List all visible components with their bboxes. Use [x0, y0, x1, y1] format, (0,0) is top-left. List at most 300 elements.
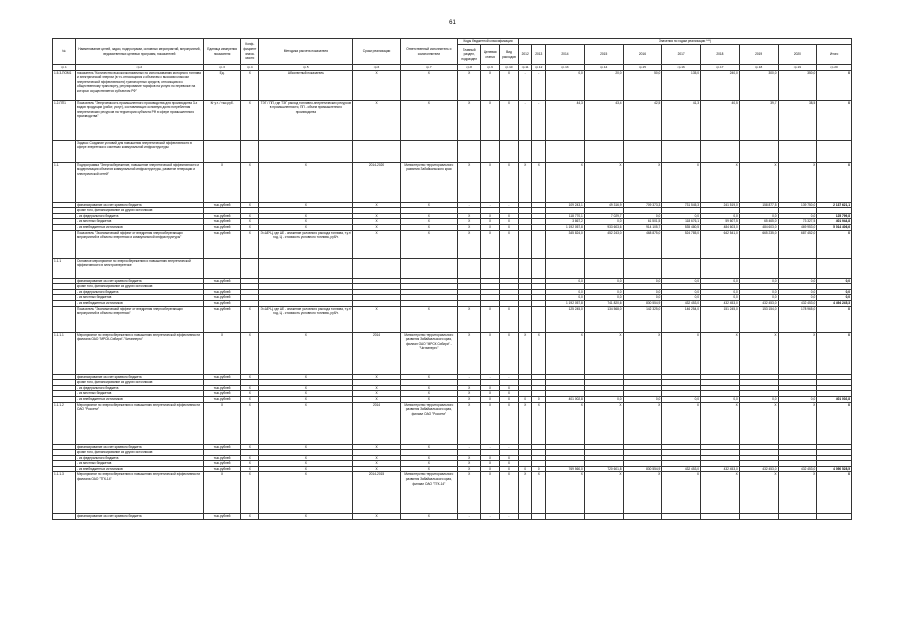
- table-cell: Х: [817, 100, 852, 140]
- table-cell: [518, 258, 532, 278]
- table-cell: 0,0: [817, 295, 852, 301]
- table-cell: 0,0: [701, 396, 740, 402]
- table-cell: тыс.рублей: [203, 391, 241, 397]
- table-cell: Х: [241, 202, 259, 208]
- table-cell: 142 325,0: [623, 306, 662, 332]
- table-cell: 0,0: [662, 289, 701, 295]
- row-number-cell: 1.1.1: [53, 258, 76, 278]
- table-cell: [546, 140, 585, 162]
- table-cell: 40,5: [701, 100, 740, 140]
- table-row: [53, 230, 852, 258]
- table-cell: Х: [481, 332, 500, 374]
- table-cell: 0,0: [662, 295, 701, 301]
- row-name-cell: - из местных бюджетов: [76, 295, 204, 301]
- table-cell: Х: [241, 402, 259, 444]
- table-cell: -: [532, 100, 546, 140]
- table-cell: [203, 258, 241, 278]
- header-expense-type: Вид расходов: [500, 45, 519, 65]
- table-cell: Х: [353, 466, 400, 472]
- table-cell: 0,0: [584, 219, 623, 225]
- column-number: гр.10: [500, 65, 519, 71]
- table-cell: Х: [400, 396, 458, 402]
- table-cell: Х: [817, 230, 852, 258]
- table-cell: Х: [500, 70, 519, 100]
- table-cell: Х: [817, 472, 852, 514]
- table-cell: 720 601,8: [584, 466, 623, 472]
- table-cell: [584, 140, 623, 162]
- table-cell: [701, 258, 740, 278]
- table-cell: -: [458, 202, 481, 208]
- table-cell: [817, 140, 852, 162]
- table-cell: Х: [778, 162, 817, 202]
- table-cell: тыс.рублей: [203, 306, 241, 332]
- table-cell: 0,0: [778, 396, 817, 402]
- table-cell: -: [532, 70, 546, 100]
- table-cell: 125 799,8: [817, 213, 852, 219]
- table-cell: 731 545,3: [662, 202, 701, 208]
- table-cell: [500, 258, 519, 278]
- table-cell: Х: [458, 70, 481, 100]
- table-cell: 469 953,0: [778, 224, 817, 230]
- table-cell: 524 785,0: [662, 230, 701, 258]
- header-method: Методика расчета показателя: [259, 39, 353, 65]
- header-name: Наименование целей, задач, подпрограмм, основных мероприятий, мероприятий, ведомственных целевых программ, показателей: [76, 39, 204, 65]
- table-cell: Х: [778, 332, 817, 374]
- table-cell: 432 453,0: [701, 466, 740, 472]
- table-cell: Х: [259, 162, 353, 202]
- table-cell: Х: [259, 391, 353, 397]
- column-number: гр.20: [817, 65, 852, 71]
- table-row: [53, 402, 852, 444]
- table-cell: Х: [353, 100, 400, 140]
- table-cell: Х: [778, 472, 817, 514]
- row-name-cell: Мероприятие по энергосбережению и повышению энергетической эффективности филиала ОАО "МРСК-Сибири"-"Читаэнерго": [76, 332, 204, 374]
- table-cell: 1 192 057,8: [546, 224, 585, 230]
- table-cell: Х: [817, 402, 852, 444]
- table-cell: Х: [623, 402, 662, 444]
- table-cell: 933 603,6: [584, 224, 623, 230]
- column-number: гр.1: [53, 65, 76, 71]
- table-cell: 7 029,7: [584, 213, 623, 219]
- row-number-cell: 1.1.1.1: [53, 332, 76, 374]
- table-cell: 0,0: [584, 396, 623, 402]
- column-number: гр.13: [546, 65, 585, 71]
- row-name-cell: - из внебюджетных источников: [76, 224, 204, 230]
- table-cell: Х: [481, 162, 500, 202]
- table-cell: Х: [532, 402, 546, 444]
- table-cell: Х: [241, 306, 259, 332]
- table-cell: Х: [241, 461, 259, 467]
- table-cell: [400, 140, 458, 162]
- table-cell: -: [458, 374, 481, 380]
- table-cell: Х: [241, 444, 259, 450]
- table-cell: Х: [739, 162, 778, 202]
- table-cell: Х: [500, 230, 519, 258]
- table-cell: 830 554,9: [623, 466, 662, 472]
- table-cell: тыс.рублей: [203, 202, 241, 208]
- table-cell: Х: [458, 100, 481, 140]
- table-cell: Х: [400, 514, 458, 520]
- table-cell: 484 603,0: [739, 224, 778, 230]
- table-cell: Х: [500, 461, 519, 467]
- table-cell: 914 105,7: [623, 224, 662, 230]
- table-cell: Х: [400, 455, 458, 461]
- table-cell: [259, 258, 353, 278]
- table-cell: Х: [241, 230, 259, 258]
- table-cell: 0,0: [546, 289, 585, 295]
- table-cell: 741 820,6: [584, 300, 623, 306]
- table-cell: [481, 258, 500, 278]
- table-cell: -: [481, 514, 500, 520]
- table-cell: Х: [458, 385, 481, 391]
- table-cell: Х: [546, 162, 585, 202]
- column-number: гр.15: [623, 65, 662, 71]
- table-cell: 401 002,8: [817, 396, 852, 402]
- row-name-cell: Показатель "Экономический эффект от внедрения энергосберегающих мероприятий в объекты энергетики": [76, 306, 204, 332]
- row-name-cell: финансирование за счет краевого бюджета: [76, 514, 204, 520]
- table-cell: [532, 140, 546, 162]
- row-number-cell: [53, 140, 76, 162]
- table-cell: Х: [518, 162, 532, 202]
- table-cell: [532, 258, 546, 278]
- table-cell: Х: [739, 332, 778, 374]
- table-body: [53, 70, 852, 519]
- table-cell: Х: [241, 162, 259, 202]
- column-number: гр.4: [241, 65, 259, 71]
- row-number-cell: [53, 306, 76, 332]
- table-cell: Х: [203, 162, 241, 202]
- header-responsible: Ответственный исполнитель и соисполнители: [400, 39, 458, 65]
- table-cell: Х: [353, 514, 400, 520]
- row-number-cell: 1.1.1.2: [53, 402, 76, 444]
- table-cell: [623, 140, 662, 162]
- row-name-cell: кроме того, финансирование из других источников:: [76, 380, 204, 386]
- table-cell: Х: [353, 70, 400, 100]
- table-cell: Абсолютный показатель: [259, 70, 353, 100]
- table-cell: Х: [481, 70, 500, 100]
- table-cell: Х: [353, 455, 400, 461]
- table-cell: 345 824,0: [546, 230, 585, 258]
- table-cell: Х: [241, 374, 259, 380]
- table-cell: [518, 514, 532, 520]
- table-cell: 61 501,5: [623, 219, 662, 225]
- table-cell: Министерство территориального развития Забайкальского края: [400, 162, 458, 202]
- table-cell: 44,3: [546, 100, 585, 140]
- table-cell: Х: [353, 224, 400, 230]
- table-cell: 0,0: [584, 278, 623, 284]
- table-cell: 109 243,1: [546, 202, 585, 208]
- table-cell: Х: [400, 230, 458, 258]
- table-cell: 0: [518, 396, 532, 402]
- table-cell: Х: [353, 374, 400, 380]
- row-name-cell: финансирование за счет краевого бюджета: [76, 202, 204, 208]
- table-cell: 125 245,0: [546, 306, 585, 332]
- table-cell: 484 603,0: [701, 224, 740, 230]
- table-cell: тыс.рублей: [203, 295, 241, 301]
- table-cell: Х: [353, 396, 400, 402]
- table-cell: -: [500, 202, 519, 208]
- header-term: Сроки реализации: [353, 39, 400, 65]
- table-cell: 0,0: [739, 295, 778, 301]
- table-cell: 0,0: [701, 278, 740, 284]
- row-number-cell: 1.2-ПП1: [53, 100, 76, 140]
- table-cell: 0,0: [623, 295, 662, 301]
- table-cell: Х: [701, 162, 740, 202]
- table-cell: Х: [458, 466, 481, 472]
- table-cell: Х: [241, 70, 259, 100]
- table-cell: Х: [203, 332, 241, 374]
- row-number-cell: 1.1.: [53, 162, 76, 202]
- column-number: гр.17: [701, 65, 740, 71]
- table-cell: 432 453,0: [662, 466, 701, 472]
- table-cell: Х: [662, 472, 701, 514]
- table-cell: 432 453,0: [739, 300, 778, 306]
- table-cell: Х: [481, 385, 500, 391]
- table-cell: Х: [259, 472, 353, 514]
- table-cell: 0,0: [546, 278, 585, 284]
- row-name-cell: Основное мероприятие по энергосбережению и повышению энергетической эффективности в электроэнергетике: [76, 258, 204, 278]
- table-cell: Х: [259, 455, 353, 461]
- column-number: гр.12: [532, 65, 546, 71]
- table-cell: -: [500, 444, 519, 450]
- table-cell: тыс.рублей: [203, 385, 241, 391]
- table-cell: [518, 140, 532, 162]
- table-cell: тыс.рублей: [203, 230, 241, 258]
- table-cell: 65 465,0: [739, 219, 778, 225]
- table-cell: 0,0: [778, 213, 817, 219]
- table-cell: Х: [500, 213, 519, 219]
- table-cell: [518, 306, 532, 332]
- table-cell: Х: [458, 461, 481, 467]
- table-cell: 401 002,8: [546, 396, 585, 402]
- table-cell: [739, 140, 778, 162]
- table-cell: Х: [259, 466, 353, 472]
- table-cell: Х: [481, 472, 500, 514]
- table-cell: Х: [400, 385, 458, 391]
- table-cell: тыс.рублей: [203, 466, 241, 472]
- header-no: №: [53, 39, 76, 65]
- table-row: [53, 514, 852, 520]
- table-cell: тыс.рублей: [203, 219, 241, 225]
- table-cell: тыс.рублей: [203, 374, 241, 380]
- table-cell: Х: [481, 306, 500, 332]
- header-budget-codes: Коды бюджетной классификации: [458, 39, 519, 45]
- table-cell: 350,0: [778, 70, 817, 100]
- column-number: гр.16: [662, 65, 701, 71]
- table-cell: 153 154,0: [739, 306, 778, 332]
- table-cell: Х: [400, 466, 458, 472]
- table-cell: Х: [400, 100, 458, 140]
- table-cell: 0,0: [546, 295, 585, 301]
- header-target-article: Целевая статья: [481, 45, 500, 65]
- table-cell: Х: [353, 385, 400, 391]
- row-number-cell: 1.5.3-ПОМ1: [53, 70, 76, 100]
- table-cell: Х: [259, 202, 353, 208]
- table-cell: 452 243,0: [584, 230, 623, 258]
- table-cell: Х: [481, 219, 500, 225]
- table-cell: 2014: [353, 332, 400, 374]
- table-cell: [458, 258, 481, 278]
- table-cell: 4 494 245,3: [817, 300, 852, 306]
- header-total: Итого: [817, 45, 852, 65]
- table-cell: 0,0: [584, 295, 623, 301]
- row-name-cell: - из внебюджетных источников: [76, 300, 204, 306]
- row-name-cell: показатель "Количество высокоэкономичных по использованию моторного топлива и электрической энергии (в т.ч.относящихся к объектам с высоким классом энергетической эффективности) транспортных средств, относящихся к общественному транспорту, регулирование тарифов на услуги по перевозке на которых осуществляется субъектом РФ": [76, 70, 204, 100]
- table-cell: Х: [400, 374, 458, 380]
- table-cell: 709 373,3: [623, 202, 662, 208]
- table-cell: 39,7: [739, 100, 778, 140]
- table-cell: Х: [701, 472, 740, 514]
- table-cell: тыс.рублей: [203, 224, 241, 230]
- table-cell: [532, 306, 546, 332]
- table-cell: [481, 140, 500, 162]
- column-number: гр.19: [778, 65, 817, 71]
- table-cell: Х: [353, 213, 400, 219]
- table-cell: Х: [500, 472, 519, 514]
- table-cell: 2014-2015: [353, 472, 400, 514]
- row-name-cell: - из внебюджетных источников: [76, 396, 204, 402]
- header-year-2012: 2012: [518, 45, 532, 65]
- header-year-2018: 2018: [701, 45, 740, 65]
- table-cell: Х: [481, 391, 500, 397]
- table-cell: Х: [778, 402, 817, 444]
- table-cell: Х: [500, 391, 519, 397]
- table-cell: Х: [500, 224, 519, 230]
- table-cell: Х: [400, 213, 458, 219]
- table-cell: Х: [481, 466, 500, 472]
- table-cell: Х: [701, 332, 740, 374]
- table-cell: 0: [532, 396, 546, 402]
- table-cell: Х: [458, 224, 481, 230]
- table-cell: 158 877,5: [739, 202, 778, 208]
- table-cell: Х: [458, 332, 481, 374]
- header-year-2015: 2015: [584, 45, 623, 65]
- table-cell: 642 541,0: [701, 230, 740, 258]
- table-cell: Х: [584, 332, 623, 374]
- table-cell: Х: [458, 455, 481, 461]
- table-cell: Х: [203, 402, 241, 444]
- table-cell: Х: [518, 332, 532, 374]
- table-cell: Х: [500, 162, 519, 202]
- table-cell: Х: [481, 100, 500, 140]
- table-cell: Х: [500, 385, 519, 391]
- column-number: гр.5: [259, 65, 353, 71]
- table-row: [53, 332, 852, 374]
- row-name-cell: Показатель "Экономический эффект от внедрения энергосберегающих мероприятий в объекты энергетики и коммунальной инфраструктуры": [76, 230, 204, 258]
- table-cell: Х: [400, 70, 458, 100]
- table-cell: тыс.рублей: [203, 278, 241, 284]
- header-year-2019: 2019: [739, 45, 778, 65]
- column-number: гр.6: [353, 65, 400, 71]
- table-cell: 0,0: [817, 278, 852, 284]
- column-number: гр.7: [400, 65, 458, 71]
- table-cell: Х: [400, 219, 458, 225]
- header-coef: Коэф-фициент значи-мости: [241, 39, 259, 65]
- table-cell: тыс.рублей: [203, 213, 241, 219]
- table-cell: Х: [353, 202, 400, 208]
- table-cell: -: [481, 374, 500, 380]
- table-cell: Х: [532, 472, 546, 514]
- table-cell: Х: [500, 306, 519, 332]
- table-cell: 0,0: [701, 213, 740, 219]
- program-table: [52, 38, 852, 520]
- table-cell: Х: [532, 332, 546, 374]
- table-cell: Х: [241, 100, 259, 140]
- table-cell: Х: [241, 385, 259, 391]
- row-name-cell: - из местных бюджетов: [76, 391, 204, 397]
- table-cell: Х: [458, 472, 481, 514]
- table-cell: 401 944,8: [817, 219, 852, 225]
- table-cell: 0,0: [662, 278, 701, 284]
- table-cell: [518, 230, 532, 258]
- header-unit: Единица измерения показателя: [203, 39, 241, 65]
- table-cell: 5 014 406,6: [817, 224, 852, 230]
- table-cell: 38,5: [778, 100, 817, 140]
- column-number: гр.9: [481, 65, 500, 71]
- table-cell: [817, 514, 852, 520]
- row-name-cell: Показатель "Энергоемкость промышленного производства для производства 3-х видов продукции (работ, услуг), составляющих основную долю потребления энергетических ресурсов на территории субъекта РФ в сфере промышленного производства": [76, 100, 204, 140]
- table-cell: -: [481, 202, 500, 208]
- table-cell: 240,0: [701, 70, 740, 100]
- table-cell: [662, 140, 701, 162]
- table-row: [53, 70, 852, 100]
- table-cell: Х: [481, 461, 500, 467]
- table-cell: [532, 514, 546, 520]
- table-cell: ТЭГ / ПП, где ТЭГ расход топливно-энергетических ресурсов в промышленности, ПП - объем промышленного производства: [259, 100, 353, 140]
- table-cell: 0: [518, 466, 532, 472]
- row-name-cell: Мероприятие по энергосбережению и повышению энергетической эффективности ОАО "Россети": [76, 402, 204, 444]
- table-cell: 59 607,5: [701, 219, 740, 225]
- table-cell: 0,0: [739, 396, 778, 402]
- table-cell: 300,0: [739, 70, 778, 100]
- table-cell: Х: [241, 466, 259, 472]
- column-number: гр.8: [458, 65, 481, 71]
- table-cell: Х: [241, 213, 259, 219]
- table-cell: Х: [500, 466, 519, 472]
- table-cell: Х: [259, 224, 353, 230]
- row-name-cell: - из внебюджетных источников: [76, 466, 204, 472]
- table-cell: [203, 140, 241, 162]
- table-cell: Х: [662, 402, 701, 444]
- table-cell: [623, 514, 662, 520]
- table-cell: [400, 258, 458, 278]
- table-cell: Х: [400, 224, 458, 230]
- table-cell: 2014: [353, 402, 400, 444]
- table-cell: Х: [241, 396, 259, 402]
- column-number: гр.3: [203, 65, 241, 71]
- table-cell: [739, 258, 778, 278]
- table-row: [53, 306, 852, 332]
- table-cell: Х: [259, 374, 353, 380]
- table-cell: Х: [353, 306, 400, 332]
- table-cell: 0,0: [623, 278, 662, 284]
- table-cell: 468 875,0: [623, 230, 662, 258]
- table-cell: [701, 140, 740, 162]
- table-cell: Х: [500, 100, 519, 140]
- table-cell: Министерство территориального развития Забайкальского края, филиал ОАО "МРСК Сибири" - "Читаэнерго": [400, 332, 458, 374]
- table-cell: Х: [241, 472, 259, 514]
- table-cell: Х: [481, 224, 500, 230]
- table-cell: 830 554,9: [623, 300, 662, 306]
- table-cell: -: [500, 514, 519, 520]
- table-cell: 4 050 528,5: [817, 466, 852, 472]
- table-cell: 0,0: [662, 396, 701, 402]
- table-cell: [546, 258, 585, 278]
- table-cell: Х: [500, 332, 519, 374]
- table-cell: Х: [739, 472, 778, 514]
- table-row: [53, 162, 852, 202]
- table-cell: Министерство территориального развития Забайкальского края, филиал ОАО "ТГК-14": [400, 472, 458, 514]
